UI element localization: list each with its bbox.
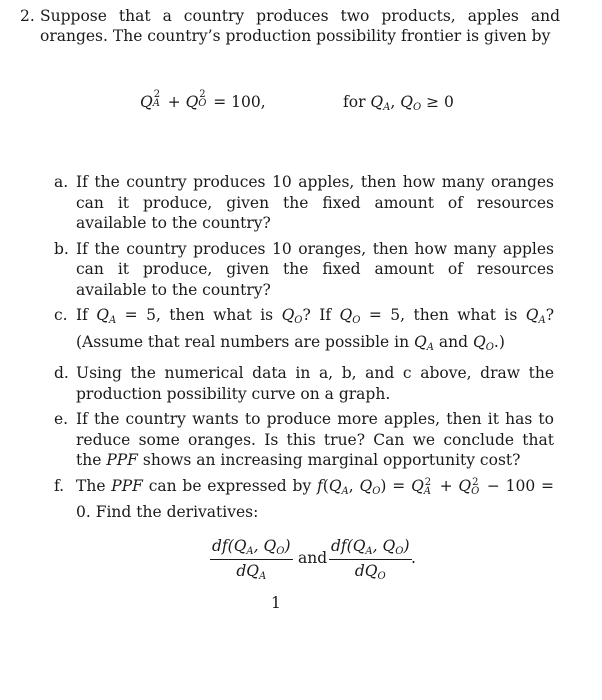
page-number: 1 [271, 594, 281, 612]
part-label: d. [54, 364, 69, 382]
part-label: b. [54, 239, 69, 258]
part-e [54, 409, 554, 471]
part-text: Using the numerical data in a, b, and c above, draw the production possibility curve on a graph. [76, 364, 554, 403]
ppf-equation-main: Q 2 A + Q 2 O = 100, [140, 89, 266, 111]
period: . [411, 549, 416, 567]
part-b [54, 239, 554, 301]
and-word: and [298, 549, 328, 567]
part-d [54, 363, 554, 404]
fraction-denominator: $dQ_O$ [329, 559, 412, 582]
part-label: a. [54, 173, 69, 191]
part-text: The PPF can be expressed by $f(Q_A$, $Q_O) = Q$ 2 A + Q 2 O − 100 = 0. Find the derivatives: [76, 476, 555, 521]
part-text: If the country wants to produce more apples, then it has to reduce some oranges. Is this true? Can we conclude that the PPF shows an increasing marginal opportunity cost? [76, 410, 554, 469]
question-parts [54, 172, 554, 528]
part-label: f. [54, 476, 65, 495]
derivative-expressions [0, 537, 602, 585]
fraction-numerator: $df(Q_A$, $Q_O$) [331, 537, 410, 557]
fraction-denominator: $dQ_A$ [210, 559, 293, 582]
part-text: If the country produces 10 oranges, then how many apples can it produce, given the fixed amount of resources available to the country? [76, 239, 554, 299]
problem-number: 2. [20, 7, 35, 25]
part-label: e. [54, 410, 69, 428]
part-text: If the country produces 10 apples, then how many oranges can it produce, given the fixed amount of resources available to the country? [76, 173, 554, 232]
problem-2-intro [20, 6, 560, 46]
ppf-equation-condition: for $Q_A$, $Q_O \ge 0$ [343, 93, 454, 113]
part-f [54, 476, 554, 523]
derivative-wrt-qo [329, 537, 412, 582]
part-a [54, 172, 554, 234]
problem-intro-text: Suppose that a country produces two products, apples and oranges. The country’s production possibility frontier is given by [40, 7, 560, 45]
ppf-equation [0, 89, 602, 115]
part-label: c. [54, 306, 68, 324]
part-text: If $Q_A = 5$, then what is $Q_O$? If $Q_O = 5$, then what is $Q_A$? (Assume that real numbers are possible in $Q_A$ and $Q_O$.) [76, 306, 554, 353]
part-c [54, 305, 554, 358]
derivative-wrt-qa [210, 537, 293, 582]
fraction-numerator: $df(Q_A$, $Q_O$) [212, 537, 291, 557]
